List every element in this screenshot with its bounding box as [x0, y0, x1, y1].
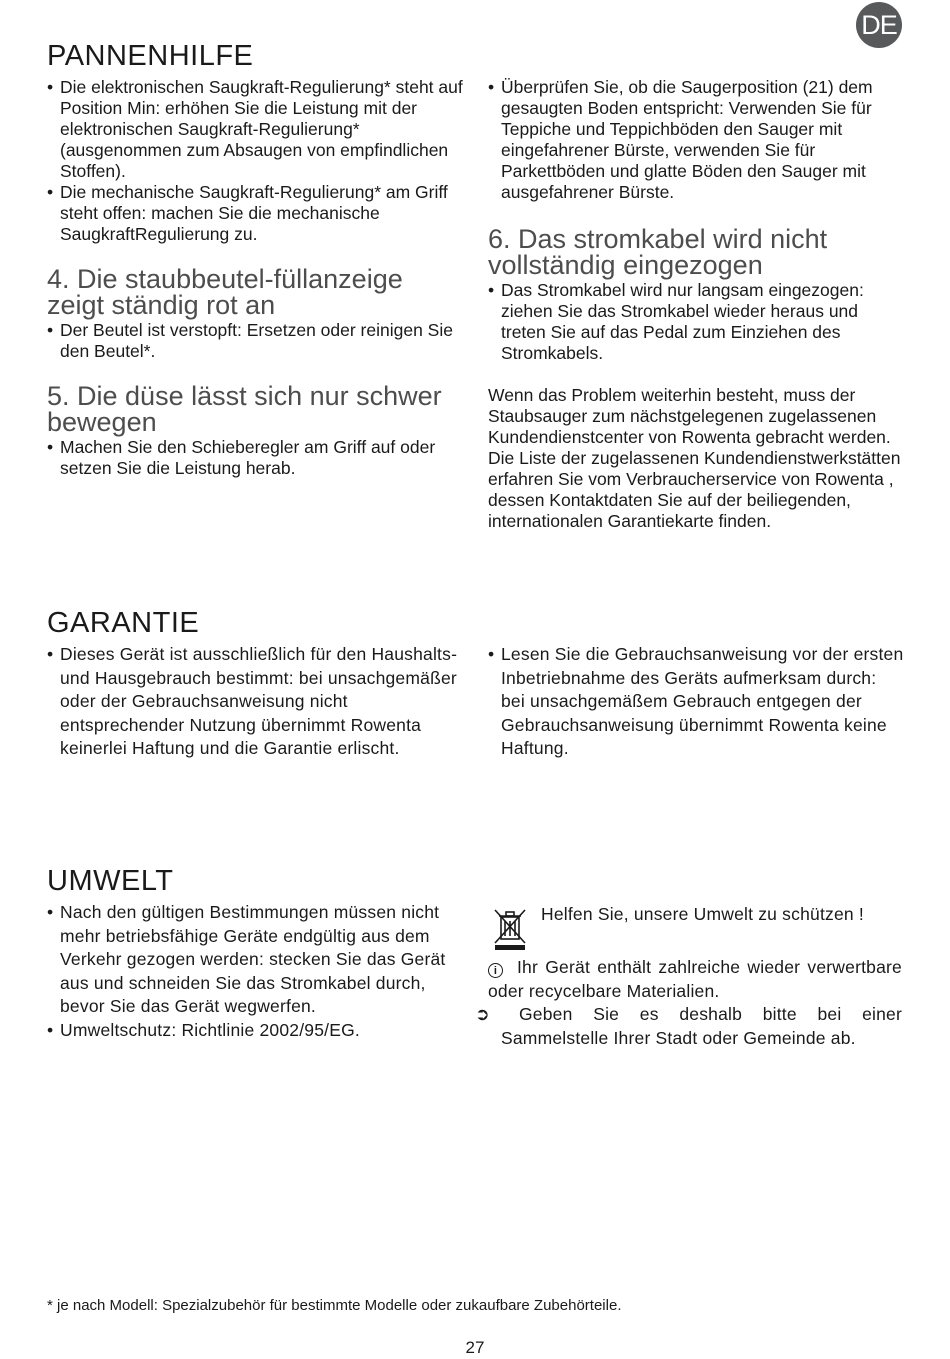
crossed-bin-icon: [492, 907, 528, 956]
list-item: • Überprüfen Sie, ob die Saugerposition (21) dem gesaugten Boden entspricht: Verwenden Sie für Teppiche und Teppichböden den Sauger mit eingefahrener Bürste, verwenden Sie für Parkettböden und glatte Böden den Sauger mit ausgefahrener Bürste.: [488, 77, 904, 203]
garantie-right-list: [488, 643, 904, 761]
list-item: • Dieses Gerät ist ausschließlich für den Haushalts- und Hausgebrauch bestimmt: bei unsachgemäßer oder der Gebrauchsanweisung nicht entsprechender Nutzung übernimmt Rowenta keinerlei Haftung und die Garantie erlischt.: [47, 643, 463, 761]
pannenhilfe-left-list: [47, 77, 463, 245]
list-item: • Die elektronischen Saugkraft-Regulierung* steht auf Position Min: erhöhen Sie die Leistung mit der elektronischen Saugkraft-Regulierung* (ausgenommen zum Absaugen von empfindlichen Stoffen).: [47, 77, 463, 182]
section-4-list: [47, 320, 463, 362]
section-6-title: 6. Das stromkabel wird nicht vollständig eingezogen: [488, 224, 828, 280]
section-5-list: [47, 437, 463, 479]
list-item: • Lesen Sie die Gebrauchsanweisung vor der ersten Inbetriebnahme des Geräts aufmerksam durch: bei unsachgemäßem Gebrauch entgegen der Gebrauchsanweisung übernimmt Rowenta keine Haftung.: [488, 643, 904, 761]
umwelt-action-text: Geben Sie es deshalb bitte bei einer Sammelstelle Ihrer Stadt oder Gemeinde ab.: [501, 1004, 902, 1048]
section-5-title: 5. Die düse lässt sich nur schwer bewegen: [47, 381, 442, 437]
garantie-left-list: [47, 643, 463, 761]
section-4-title: 4. Die staubbeutel-füllanzeige zeigt ständig rot an: [47, 264, 403, 320]
umwelt-intro-text: Helfen Sie, unsere Umwelt zu schützen !: [541, 904, 864, 924]
pannenhilfe-right: [488, 77, 904, 532]
list-item: • Umweltschutz: Richtlinie 2002/95/EG.: [47, 1019, 463, 1043]
umwelt-left: [47, 866, 463, 1042]
page-number: 27: [465, 1338, 485, 1357]
pannenhilfe-closing: Wenn das Problem weiterhin besteht, muss der Staubsauger zum nächstgelegenen zugelassenen Kundendienstcenter von Rowenta gebracht werden. Die Liste der zugelassenen Kundendienstwerkstätten erfahren Sie vom Verbraucherservice von Rowenta , dessen Kontaktdaten Sie auf der beiliegenden, internationalen Garantiekarte finden.: [488, 385, 901, 531]
umwelt-left-list: [47, 901, 463, 1042]
garantie-title: GARANTIE: [47, 607, 200, 639]
pannenhilfe-title: PANNENHILFE: [47, 40, 254, 72]
arrow-right-icon: ➲: [475, 1004, 490, 1024]
footnote: * je nach Modell: Spezialzubehör für bestimmte Modelle oder zukaufbare Zubehörteile.: [47, 1297, 622, 1314]
pannenhilfe-left: [47, 41, 463, 479]
umwelt-right: [475, 903, 902, 1050]
garantie-left: [47, 608, 463, 761]
umwelt-title: UMWELT: [47, 865, 174, 897]
language-badge: DE: [856, 2, 902, 48]
list-item: • Nach den gültigen Bestimmungen müssen nicht mehr betriebsfähige Geräte endgültig aus dem Verkehr gezogen werden: stecken Sie das Gerät aus und schneiden Sie das Stromkabel durch, bevor Sie das Gerät wegwerfen.: [47, 901, 463, 1019]
umwelt-action-paragraph: [475, 1003, 902, 1050]
info-icon: i: [488, 963, 503, 978]
list-item: • Das Stromkabel wird nur langsam eingezogen: ziehen Sie das Stromkabel wieder heraus und treten Sie auf das Pedal zum Einziehen des Stromkabels.: [488, 280, 904, 364]
list-item: • Die mechanische Saugkraft-Regulierung* am Griff steht offen: machen Sie die mechanische SaugkraftRegulierung zu.: [47, 182, 463, 245]
garantie-right: [488, 643, 904, 761]
section-6-list: [488, 280, 904, 364]
list-item: • Machen Sie den Schieberegler am Griff auf oder setzen Sie die Leistung herab.: [47, 437, 463, 479]
umwelt-info-paragraph: [488, 956, 902, 1003]
list-item: • Der Beutel ist verstopft: Ersetzen oder reinigen Sie den Beutel*.: [47, 320, 463, 362]
pannenhilfe-right-list: [488, 77, 904, 203]
umwelt-intro-row: [488, 903, 902, 953]
umwelt-info-text: Ihr Gerät enthält zahlreiche wieder verwertbare oder recycelbare Materialien.: [488, 957, 902, 1001]
